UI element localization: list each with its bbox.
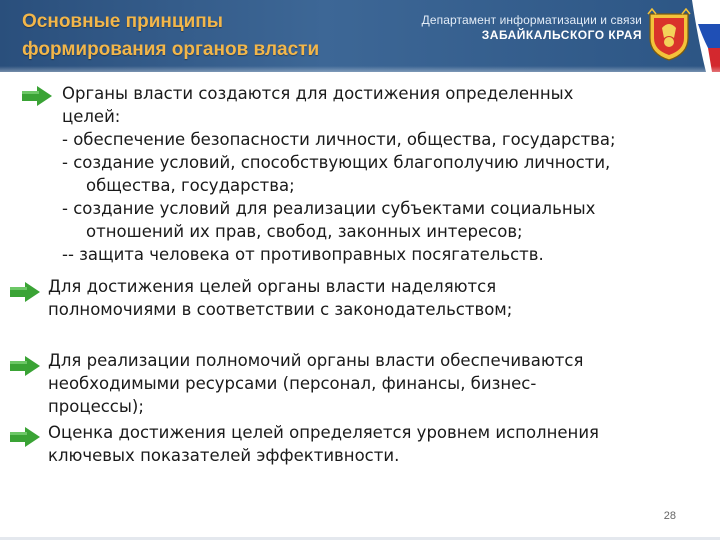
bullet-3-text <box>48 349 583 418</box>
title-line-1: Основные принципы <box>22 11 223 32</box>
bullet-1-line: - создание условий, способствующих благополучию личности, <box>62 153 611 172</box>
bullet-3-line: процессы); <box>48 397 144 416</box>
bullet-1-line: целей: <box>62 107 121 126</box>
bullet-3-line: необходимыми ресурсами (персонал, финансы, бизнес- <box>48 374 537 393</box>
page-number: 28 <box>663 510 676 522</box>
bullet-2-line: полномочиями в соответствии с законодательством; <box>48 300 513 319</box>
title-line-2: формирования органов власти <box>22 39 320 60</box>
department-line-1: Департамент информатизации и связи <box>421 13 642 27</box>
bullet-4-line: Оценка достижения целей определяется уровнем исполнения <box>48 423 599 442</box>
bullet-1-line: общества, государства; <box>86 176 295 195</box>
department-name <box>382 13 642 43</box>
bullet-1-line: - обеспечение безопасности личности, общества, государства; <box>62 130 616 149</box>
slide-body <box>0 72 720 540</box>
green-arrow-icon <box>10 356 40 376</box>
bullet-1-text <box>62 82 616 266</box>
slide-title <box>22 8 402 64</box>
coat-of-arms-icon <box>646 8 692 62</box>
russian-flag-icon <box>692 0 720 72</box>
bullet-1-line: Органы власти создаются для достижения определенных <box>62 84 574 103</box>
bullet-4-line: ключевых показателей эффективности. <box>48 446 400 465</box>
bullet-3-line: Для реализации полномочий органы власти обеспечиваются <box>48 351 584 370</box>
bullet-2-text <box>48 275 512 321</box>
department-line-2: ЗАБАЙКАЛЬСКОГО КРАЯ <box>481 28 642 42</box>
slide-header <box>0 0 720 72</box>
green-arrow-icon <box>10 282 40 302</box>
bullet-1-line: отношений их прав, свобод, законных интересов; <box>86 222 523 241</box>
green-arrow-icon <box>22 86 52 106</box>
bullet-1-line: -- защита человека от противоправных посягательств. <box>62 245 544 264</box>
bullet-4-text <box>48 421 599 467</box>
green-arrow-icon <box>10 427 40 447</box>
bullet-2-line: Для достижения целей органы власти наделяются <box>48 277 497 296</box>
bullet-1-line: - создание условий для реализации субъектами социальных <box>62 199 596 218</box>
